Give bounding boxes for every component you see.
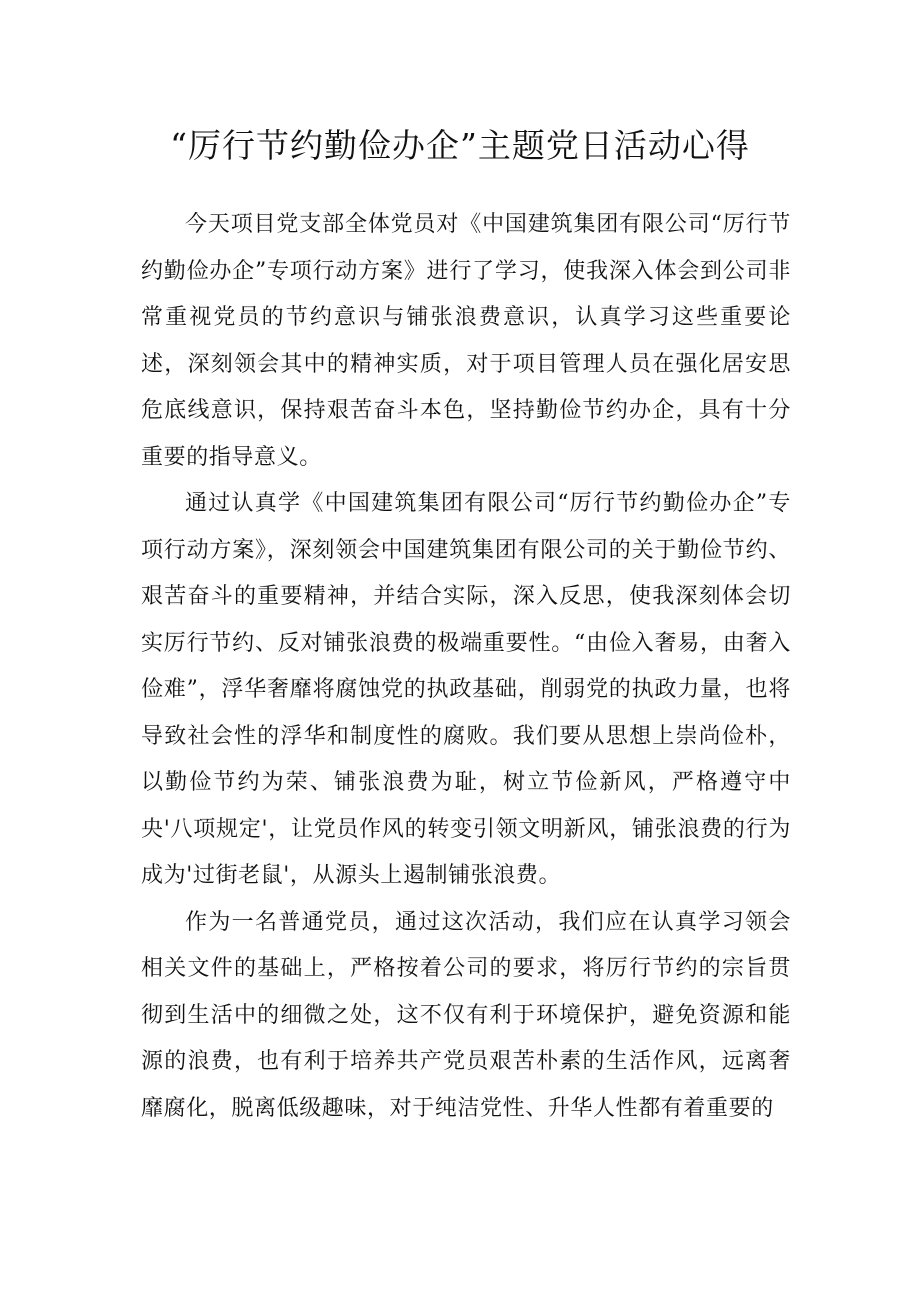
document-body	[141, 202, 791, 1132]
paragraph-3: 作为一名普通党员，通过这次活动，我们应在认真学习领会相关文件的基础上，严格按着公司的要求，将厉行节约的宗旨贯彻到生活中的细微之处，这不仅有利于环境保护，避免资源和能源的浪费，也有利于培养共产党员艰苦朴素的生活作风，远离奢靡腐化，脱离低级趣味，对于纯洁党性、升华人性都有着重要的	[141, 909, 791, 1121]
paragraph-1: 今天项目党支部全体党员对《中国建筑集团有限公司“厉行节约勤俭办企”专项行动方案》进行了学习，使我深入体会到公司非常重视党员的节约意识与铺张浪费意识，认真学习这些重要论述，深刻领会其中的精神实质，对于项目管理人员在强化居安思危底线意识，保持艰苦奋斗本色，坚持勤俭节约办企，具有十分重要的指导意义。	[141, 212, 791, 470]
paragraph-2: 通过认真学《中国建筑集团有限公司“厉行节约勤俭办企”专项行动方案》，深刻领会中国建筑集团有限公司的关于勤俭节约、艰苦奋斗的重要精神，并结合实际，深入反思，使我深刻体会切实厉行节约、反对铺张浪费的极端重要性。“由俭入奢易，由奢入俭难”，浮华奢靡将腐蚀党的执政基础，削弱党的执政力量，也将导致社会性的浮华和制度性的腐败。我们要从思想上崇尚俭朴，以勤俭节约为荣、铺张浪费为耻，树立节俭新风，严格遵守中央'八项规定'，让党员作风的转变引领文明新风，铺张浪费的行为成为'过街老鼠'，从源头上遏制铺张浪费。	[141, 491, 791, 888]
document-title: “厉行节约勤俭办企”主题党日活动心得	[170, 126, 750, 165]
